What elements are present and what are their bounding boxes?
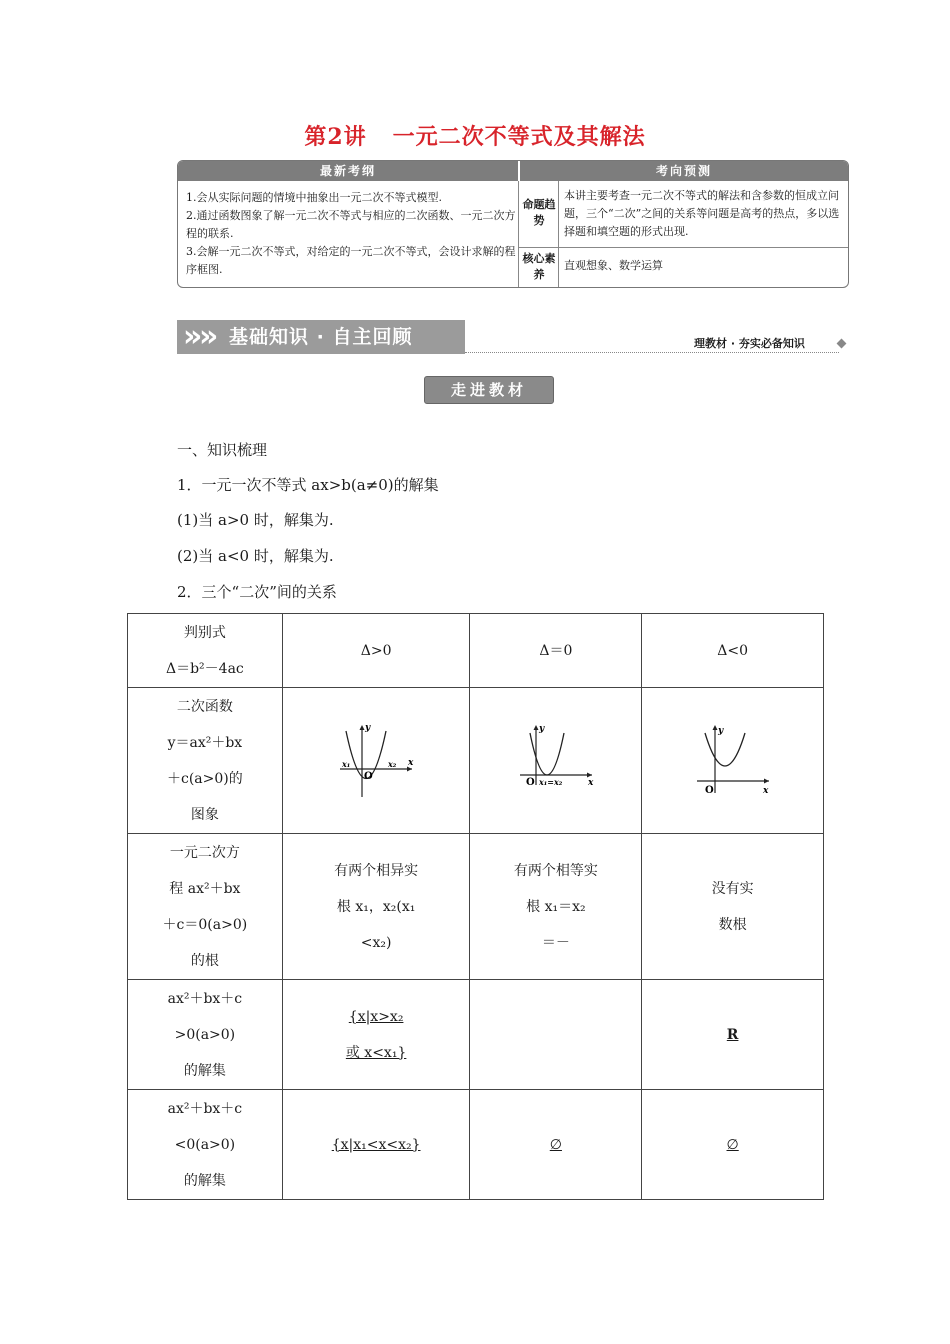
origin-label: O [364, 770, 373, 782]
axis-x-label: x [762, 785, 768, 796]
table-cell [282, 834, 470, 980]
divider [558, 181, 559, 287]
banner-subtitle: 理教材 · 夯实必备知识 [694, 337, 805, 350]
cell-text: 根 x₁＝x₂ [526, 898, 586, 915]
banner-rule [465, 352, 839, 354]
section-banner [177, 320, 465, 354]
syllabus-box [177, 160, 849, 288]
table-cell [128, 834, 283, 980]
cell-text: 根 x₁，x₂(x₁ [336, 898, 416, 915]
table-cell [128, 688, 283, 834]
table-cell [282, 1090, 470, 1200]
cell-text: ＋c＝0(a>0) [162, 916, 248, 933]
cell-text: >0(a>0) [174, 1026, 236, 1043]
knowledge-item: 1．一元一次不等式 ax>b(a≠0)的解集 [177, 476, 439, 494]
table-cell [128, 614, 283, 688]
knowledge-item: (2)当 a<0 时，解集为. [177, 547, 334, 565]
parabola-double-root-graph [516, 721, 596, 801]
cell-text: 图象 [190, 806, 219, 823]
literacy-text: 直观想象、数学运算 [564, 259, 663, 272]
literacy-label: 核心素养 [522, 252, 556, 281]
axis-x-label: x [408, 757, 414, 768]
table-cell: Δ<0 [642, 614, 824, 688]
origin-label: O [525, 776, 535, 788]
answer-text: ∅ [549, 1136, 562, 1153]
syllabus-list [186, 189, 516, 279]
answer-text: 或 x<x₁} [345, 1044, 407, 1061]
chevron-right-icon: » [183, 319, 203, 354]
root2-label: x₂ [388, 758, 397, 769]
syllabus-header: 最新考纲 [178, 161, 518, 181]
cell-text: ax²＋bx＋c [167, 990, 243, 1007]
table-cell: Δ＝0 [470, 614, 642, 688]
table-cell [282, 980, 470, 1090]
answer-text: ∅ [726, 1136, 739, 1153]
table-cell [642, 980, 824, 1090]
cell-text: 没有实 [711, 880, 754, 897]
syllabus-item: 3.会解一元二次不等式，对给定的一元二次不等式，会设计求解的程序框图. [186, 245, 516, 276]
cell-text: Δ＝b²－4ac [165, 660, 244, 677]
axis-x-label: x [587, 777, 594, 788]
page-title [0, 120, 950, 151]
cell-text: 判别式 [183, 624, 226, 641]
syllabus-item: 1.会从实际问题的情境中抽象出一元二次不等式模型. [186, 191, 442, 204]
cell-text: 有两个相异实 [334, 862, 419, 879]
table-cell [642, 834, 824, 980]
parabola-no-root-graph [693, 721, 773, 801]
banner-title: 基础知识 · 自主回顾 [229, 326, 413, 348]
cell-text: y＝ax²＋bx [167, 734, 243, 751]
answer-text: R [726, 1026, 739, 1043]
table-row [128, 688, 824, 834]
cell-text: ＝－ [541, 934, 570, 951]
cell-text: 二次函数 [176, 698, 233, 715]
table-cell [642, 688, 824, 834]
lecture-topic: 一元二次不等式及其解法 [392, 124, 646, 150]
lecture-number: 第2讲 [304, 124, 367, 150]
table-cell [470, 688, 642, 834]
origin-label: O [704, 784, 714, 796]
table-row [128, 1090, 824, 1200]
axis-y-label: y [365, 722, 371, 733]
knowledge-item: (1)当 a>0 时，解集为. [177, 511, 334, 529]
cell-text: ＋c(a>0)的 [167, 770, 243, 787]
knowledge-item: 2．三个“二次”间的关系 [177, 583, 337, 601]
section-heading: 一、知识梳理 [177, 441, 268, 459]
syllabus-item: 2.通过函数图象了解一元二次不等式与相应的二次函数、一元二次方程的联系. [186, 209, 516, 240]
table-cell [470, 980, 642, 1090]
table-row [128, 614, 824, 688]
axis-y-label: y [717, 725, 723, 736]
table-row [128, 834, 824, 980]
chevron-right-icon: » [199, 319, 219, 354]
cell-text: 的解集 [183, 1062, 226, 1079]
cell-text: 的解集 [183, 1172, 226, 1189]
axis-y-label: y [538, 723, 545, 734]
table-cell [470, 1090, 642, 1200]
table-row [128, 980, 824, 1090]
table-cell: Δ>0 [282, 614, 470, 688]
divider [518, 181, 519, 287]
cell-text: <x₂) [360, 934, 392, 951]
table-cell [642, 1090, 824, 1200]
textbook-label: 走进教材 [424, 376, 554, 404]
double-root-label: x₁=x₂ [538, 776, 563, 787]
cell-text: 数根 [718, 916, 747, 933]
table-cell [128, 980, 283, 1090]
diamond-icon [837, 339, 847, 349]
cell-text: ax²＋bx＋c [167, 1100, 243, 1117]
cell-text: 程 ax²＋bx [169, 880, 241, 897]
divider [518, 247, 848, 248]
answer-text: {x|x₁<x<x₂} [331, 1136, 421, 1153]
cell-text: 一元二次方 [169, 844, 240, 861]
table-cell [470, 834, 642, 980]
relation-table [127, 613, 824, 1200]
root1-label: x₁ [342, 758, 351, 769]
trend-label: 命题趋势 [522, 198, 556, 227]
answer-text: {x|x>x₂ [348, 1008, 404, 1025]
cell-text: 的根 [190, 952, 219, 969]
table-cell [282, 688, 470, 834]
forecast-header: 考向预测 [520, 161, 848, 181]
trend-text: 本讲主要考查一元二次不等式的解法和含参数的恒成立问题，三个“二次”之间的关系等问题是高考的热点，多以选择题和填空题的形式出现. [564, 189, 840, 238]
parabola-two-roots-graph [336, 721, 416, 801]
table-cell [128, 1090, 283, 1200]
cell-text: 有两个相等实 [513, 862, 598, 879]
cell-text: <0(a>0) [174, 1136, 236, 1153]
